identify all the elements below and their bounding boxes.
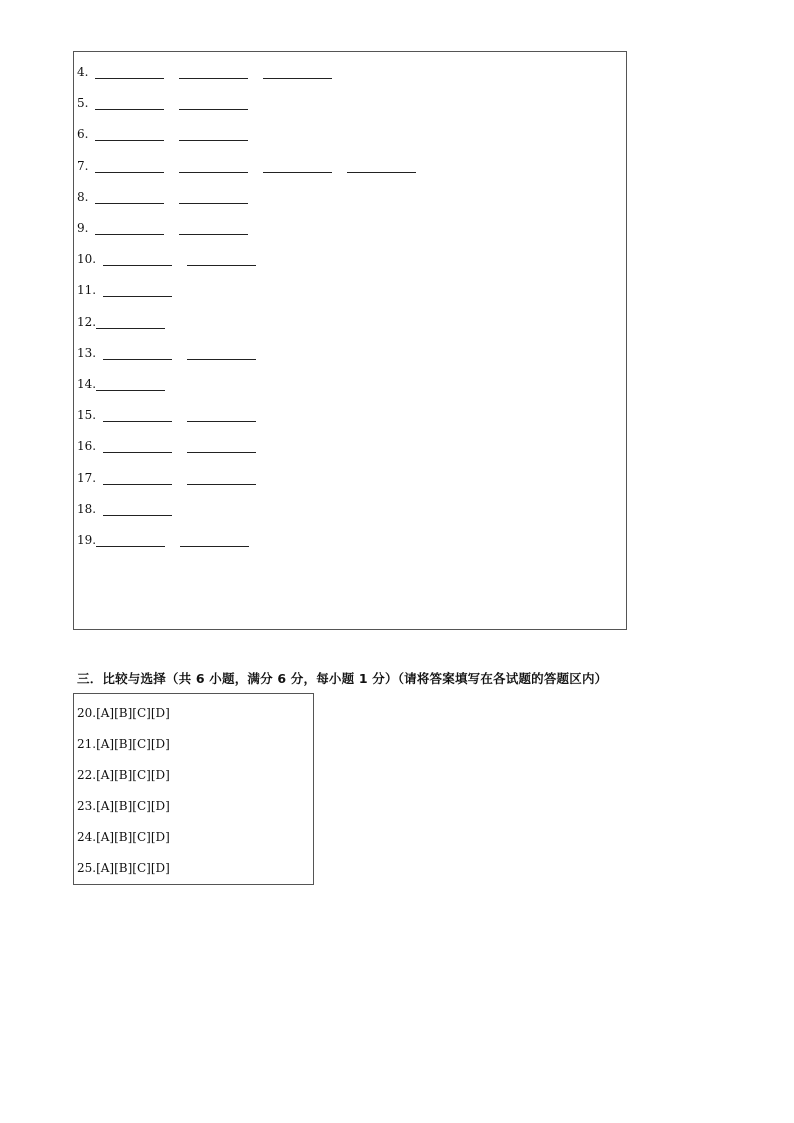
question-number: 10.: [77, 252, 97, 267]
fill-row-19: [77, 531, 264, 547]
answer-blank[interactable]: [103, 408, 172, 422]
answer-blank[interactable]: [187, 408, 256, 422]
answer-blank[interactable]: [187, 252, 256, 266]
fill-row-13: [77, 344, 271, 360]
fill-row-16: [77, 437, 271, 453]
question-number: 11.: [77, 283, 97, 298]
answer-blank[interactable]: [179, 159, 248, 173]
answer-blank[interactable]: [95, 221, 164, 235]
choice-row[interactable]: 21.[A][B][C][D]: [77, 737, 170, 751]
answer-blank[interactable]: [96, 315, 165, 329]
answer-blank[interactable]: [103, 346, 172, 360]
answer-blank[interactable]: [263, 159, 332, 173]
answer-blank[interactable]: [103, 471, 172, 485]
answer-blank[interactable]: [95, 65, 164, 79]
fill-row-4: [77, 63, 347, 79]
question-number: 16.: [77, 439, 97, 454]
choice-row[interactable]: 23.[A][B][C][D]: [77, 799, 170, 813]
question-number: 19.: [77, 533, 97, 547]
answer-blank[interactable]: [179, 221, 248, 235]
answer-blank[interactable]: [103, 439, 172, 453]
choice-row[interactable]: 25.[A][B][C][D]: [77, 861, 170, 875]
question-number: 8.: [77, 189, 89, 204]
fill-row-6: [77, 125, 263, 141]
answer-blank[interactable]: [179, 96, 248, 110]
fill-row-8: [77, 188, 263, 204]
answer-blank[interactable]: [180, 533, 249, 547]
answer-blank[interactable]: [103, 283, 172, 297]
answer-blank[interactable]: [103, 252, 172, 266]
answer-blank[interactable]: [179, 127, 248, 141]
answer-blank[interactable]: [179, 65, 248, 79]
choice-row[interactable]: 20.[A][B][C][D]: [77, 706, 170, 720]
question-number: 9.: [77, 221, 89, 235]
answer-blank[interactable]: [96, 533, 165, 547]
question-number: 15.: [77, 408, 97, 423]
question-number: 17.: [77, 470, 97, 485]
question-number: 18.: [77, 501, 97, 516]
fill-row-15: [77, 406, 271, 422]
multiple-choice-answer-box: [73, 693, 314, 885]
question-number: 4.: [77, 65, 89, 79]
answer-blank[interactable]: [95, 159, 164, 173]
answer-blank[interactable]: [187, 346, 256, 360]
question-number: 13.: [77, 345, 97, 360]
answer-blank[interactable]: [347, 159, 416, 173]
choice-row[interactable]: 22.[A][B][C][D]: [77, 768, 170, 782]
answer-blank[interactable]: [179, 190, 248, 204]
question-number: 6.: [77, 127, 89, 142]
answer-blank[interactable]: [95, 96, 164, 110]
choice-row[interactable]: 24.[A][B][C][D]: [77, 830, 170, 844]
fill-row-5: [77, 94, 263, 110]
section-3-title: 三．比较与选择（共 6 小题，满分 6 分，每小题 1 分）（请将答案填写在各试题的答题区内）: [77, 671, 608, 686]
question-number: 5.: [77, 96, 89, 111]
fill-row-10: [77, 250, 271, 266]
question-number: 7.: [77, 158, 89, 173]
answer-blank[interactable]: [263, 65, 332, 79]
answer-blank[interactable]: [95, 127, 164, 141]
question-number: 14.: [77, 377, 97, 391]
fill-row-7: [77, 157, 431, 173]
answer-blank[interactable]: [95, 190, 164, 204]
fill-row-18: [77, 500, 187, 516]
answer-blank[interactable]: [96, 377, 165, 391]
fill-row-17: [77, 469, 271, 485]
answer-blank[interactable]: [187, 439, 256, 453]
fill-in-answer-box: [73, 51, 627, 630]
fill-row-11: [77, 281, 187, 297]
fill-row-14: [77, 375, 180, 391]
fill-row-9: [77, 219, 263, 235]
answer-blank[interactable]: [103, 502, 172, 516]
question-number: 12.: [77, 314, 97, 329]
fill-row-12: [77, 313, 180, 329]
answer-blank[interactable]: [187, 471, 256, 485]
